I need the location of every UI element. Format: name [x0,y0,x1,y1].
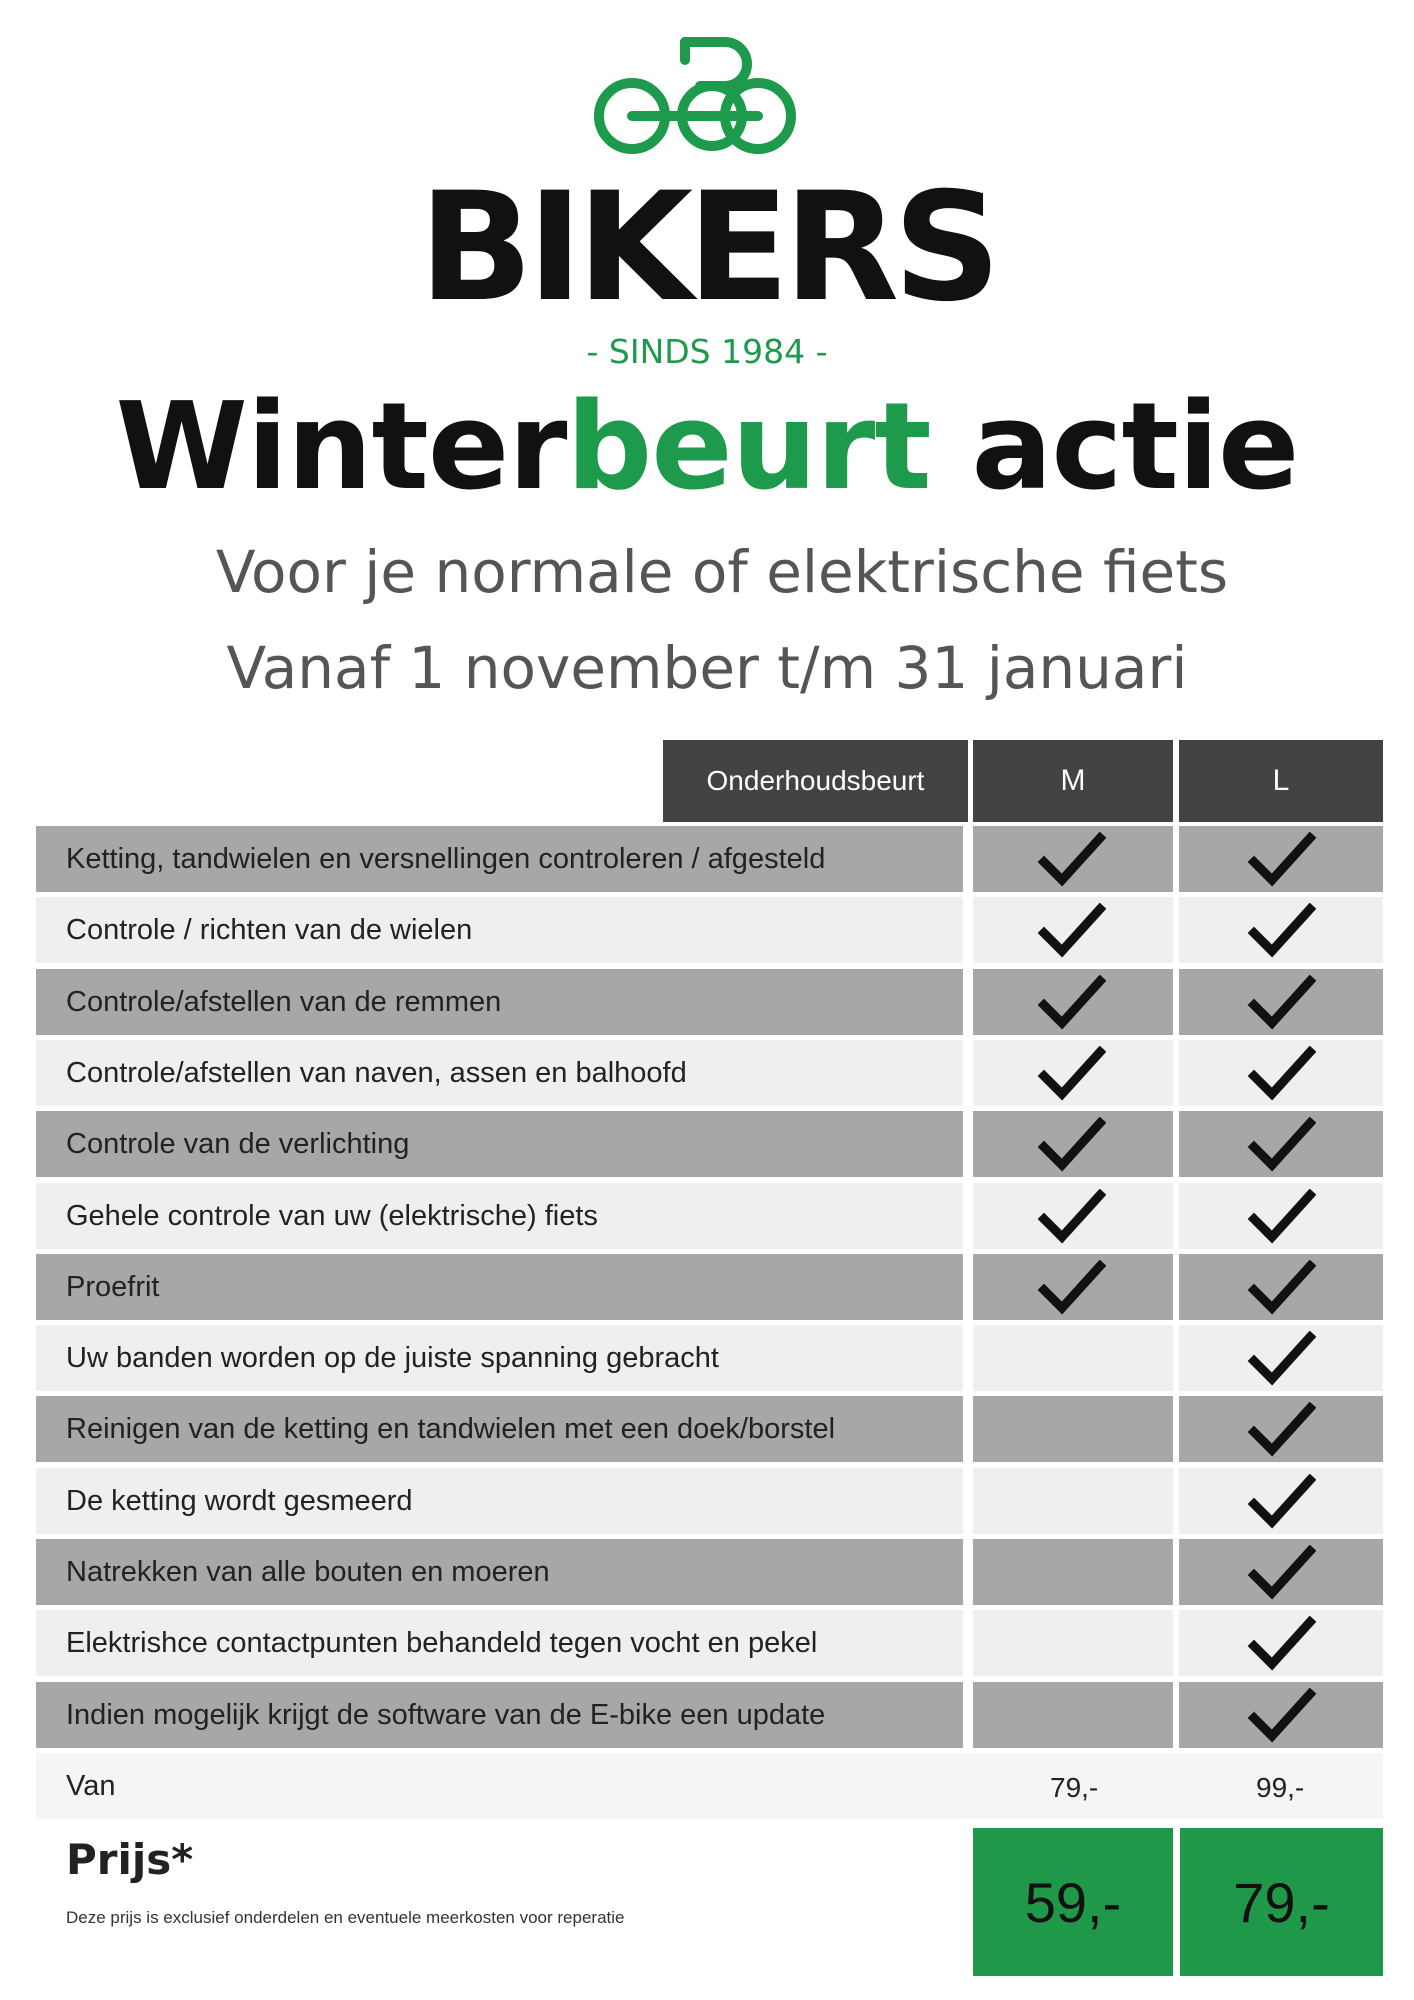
checkmark-icon [1246,1189,1316,1245]
van-row [36,1753,1383,1819]
checkmark-icon [1246,975,1316,1031]
row-label: De ketting wordt gesmeerd [66,1485,413,1517]
table-row [36,1610,1383,1676]
checkmark-icon [1036,1260,1106,1316]
header-l: L [1179,740,1383,822]
van-price-l: 99,- [1256,1772,1305,1803]
row-label: Proefrit [66,1271,160,1303]
table-row [36,1111,1383,1177]
title-part-actie: actie [930,378,1299,517]
subtitle-bike-type: Voor je normale of elektrische fiets [215,538,1229,606]
table-row [36,1254,1383,1320]
row-label: Ketting, tandwielen en versnellingen controleren / afgesteld [66,843,826,875]
row-label: Controle / richten van de wielen [66,914,473,946]
table-cell [973,1325,1173,1391]
page-title [0,378,1414,518]
checkmark-icon [1246,1616,1316,1672]
checkmark-icon [1246,1688,1316,1744]
row-label: Uw banden worden op de juiste spanning gebracht [66,1342,719,1374]
table-cell [973,1682,1173,1748]
table-row [36,1396,1383,1462]
price-m: 59,- [973,1828,1173,1976]
table-row [36,826,1383,892]
table-row [36,969,1383,1035]
van-label: Van [66,1770,116,1802]
table-row [36,897,1383,963]
row-label: Controle/afstellen van naven, assen en balhoofd [66,1057,687,1089]
table-row [36,1040,1383,1106]
header-m: M [973,740,1173,822]
table-cell [973,1468,1173,1534]
table-row [36,1539,1383,1605]
subtitle-date-range: Vanaf 1 november t/m 31 januari [226,634,1188,702]
checkmark-icon [1036,1189,1106,1245]
checkmark-icon [1036,903,1106,959]
table-row [36,1183,1383,1249]
van-price-m: 79,- [1050,1772,1099,1803]
brand-name: BIKERS [418,161,996,335]
checkmark-icon [1036,1046,1106,1102]
table-row [36,1468,1383,1534]
header-onderhoudsbeurt: Onderhoudsbeurt [663,740,968,822]
row-label: Controle van de verlichting [66,1128,410,1160]
checkmark-icon [1246,1260,1316,1316]
bicycle-icon [590,20,820,170]
checkmark-icon [1246,903,1316,959]
checkmark-icon [1246,1402,1316,1458]
row-label: Reinigen van de ketting en tandwielen met een doek/borstel [66,1413,836,1445]
checkmark-icon [1036,832,1106,888]
table-row [36,1325,1383,1391]
table-cell [973,1610,1173,1676]
checkmark-icon [1036,1117,1106,1173]
prijs-label: Prijs* [66,1835,194,1884]
table-cell [36,1254,963,1320]
checkmark-icon [1246,1545,1316,1601]
checkmark-icon [1246,1117,1316,1173]
table-cell [973,1396,1173,1462]
row-label: Controle/afstellen van de remmen [66,986,502,1018]
checkmark-icon [1036,975,1106,1031]
checkmark-icon [1246,1046,1316,1102]
brand-since: - SINDS 1984 - [586,332,828,371]
price-l: 79,- [1180,1828,1383,1976]
checkmark-icon [1246,1331,1316,1387]
prijs-note: Deze prijs is exclusief onderdelen en eventuele meerkosten voor reperatie [66,1908,625,1927]
table-row [36,1682,1383,1748]
title-part-winter: Winter [115,378,567,517]
table-cell [973,1539,1173,1605]
row-label: Indien mogelijk krijgt de software van de E-bike een update [66,1699,826,1731]
checkmark-icon [1246,832,1316,888]
row-label: Elektrishce contactpunten behandeld tegen vocht en pekel [66,1627,818,1659]
checkmark-icon [1246,1474,1316,1530]
row-label: Gehele controle van uw (elektrische) fiets [66,1200,598,1232]
title-part-beurt: beurt [566,378,931,517]
row-label: Natrekken van alle bouten en moeren [66,1556,550,1588]
